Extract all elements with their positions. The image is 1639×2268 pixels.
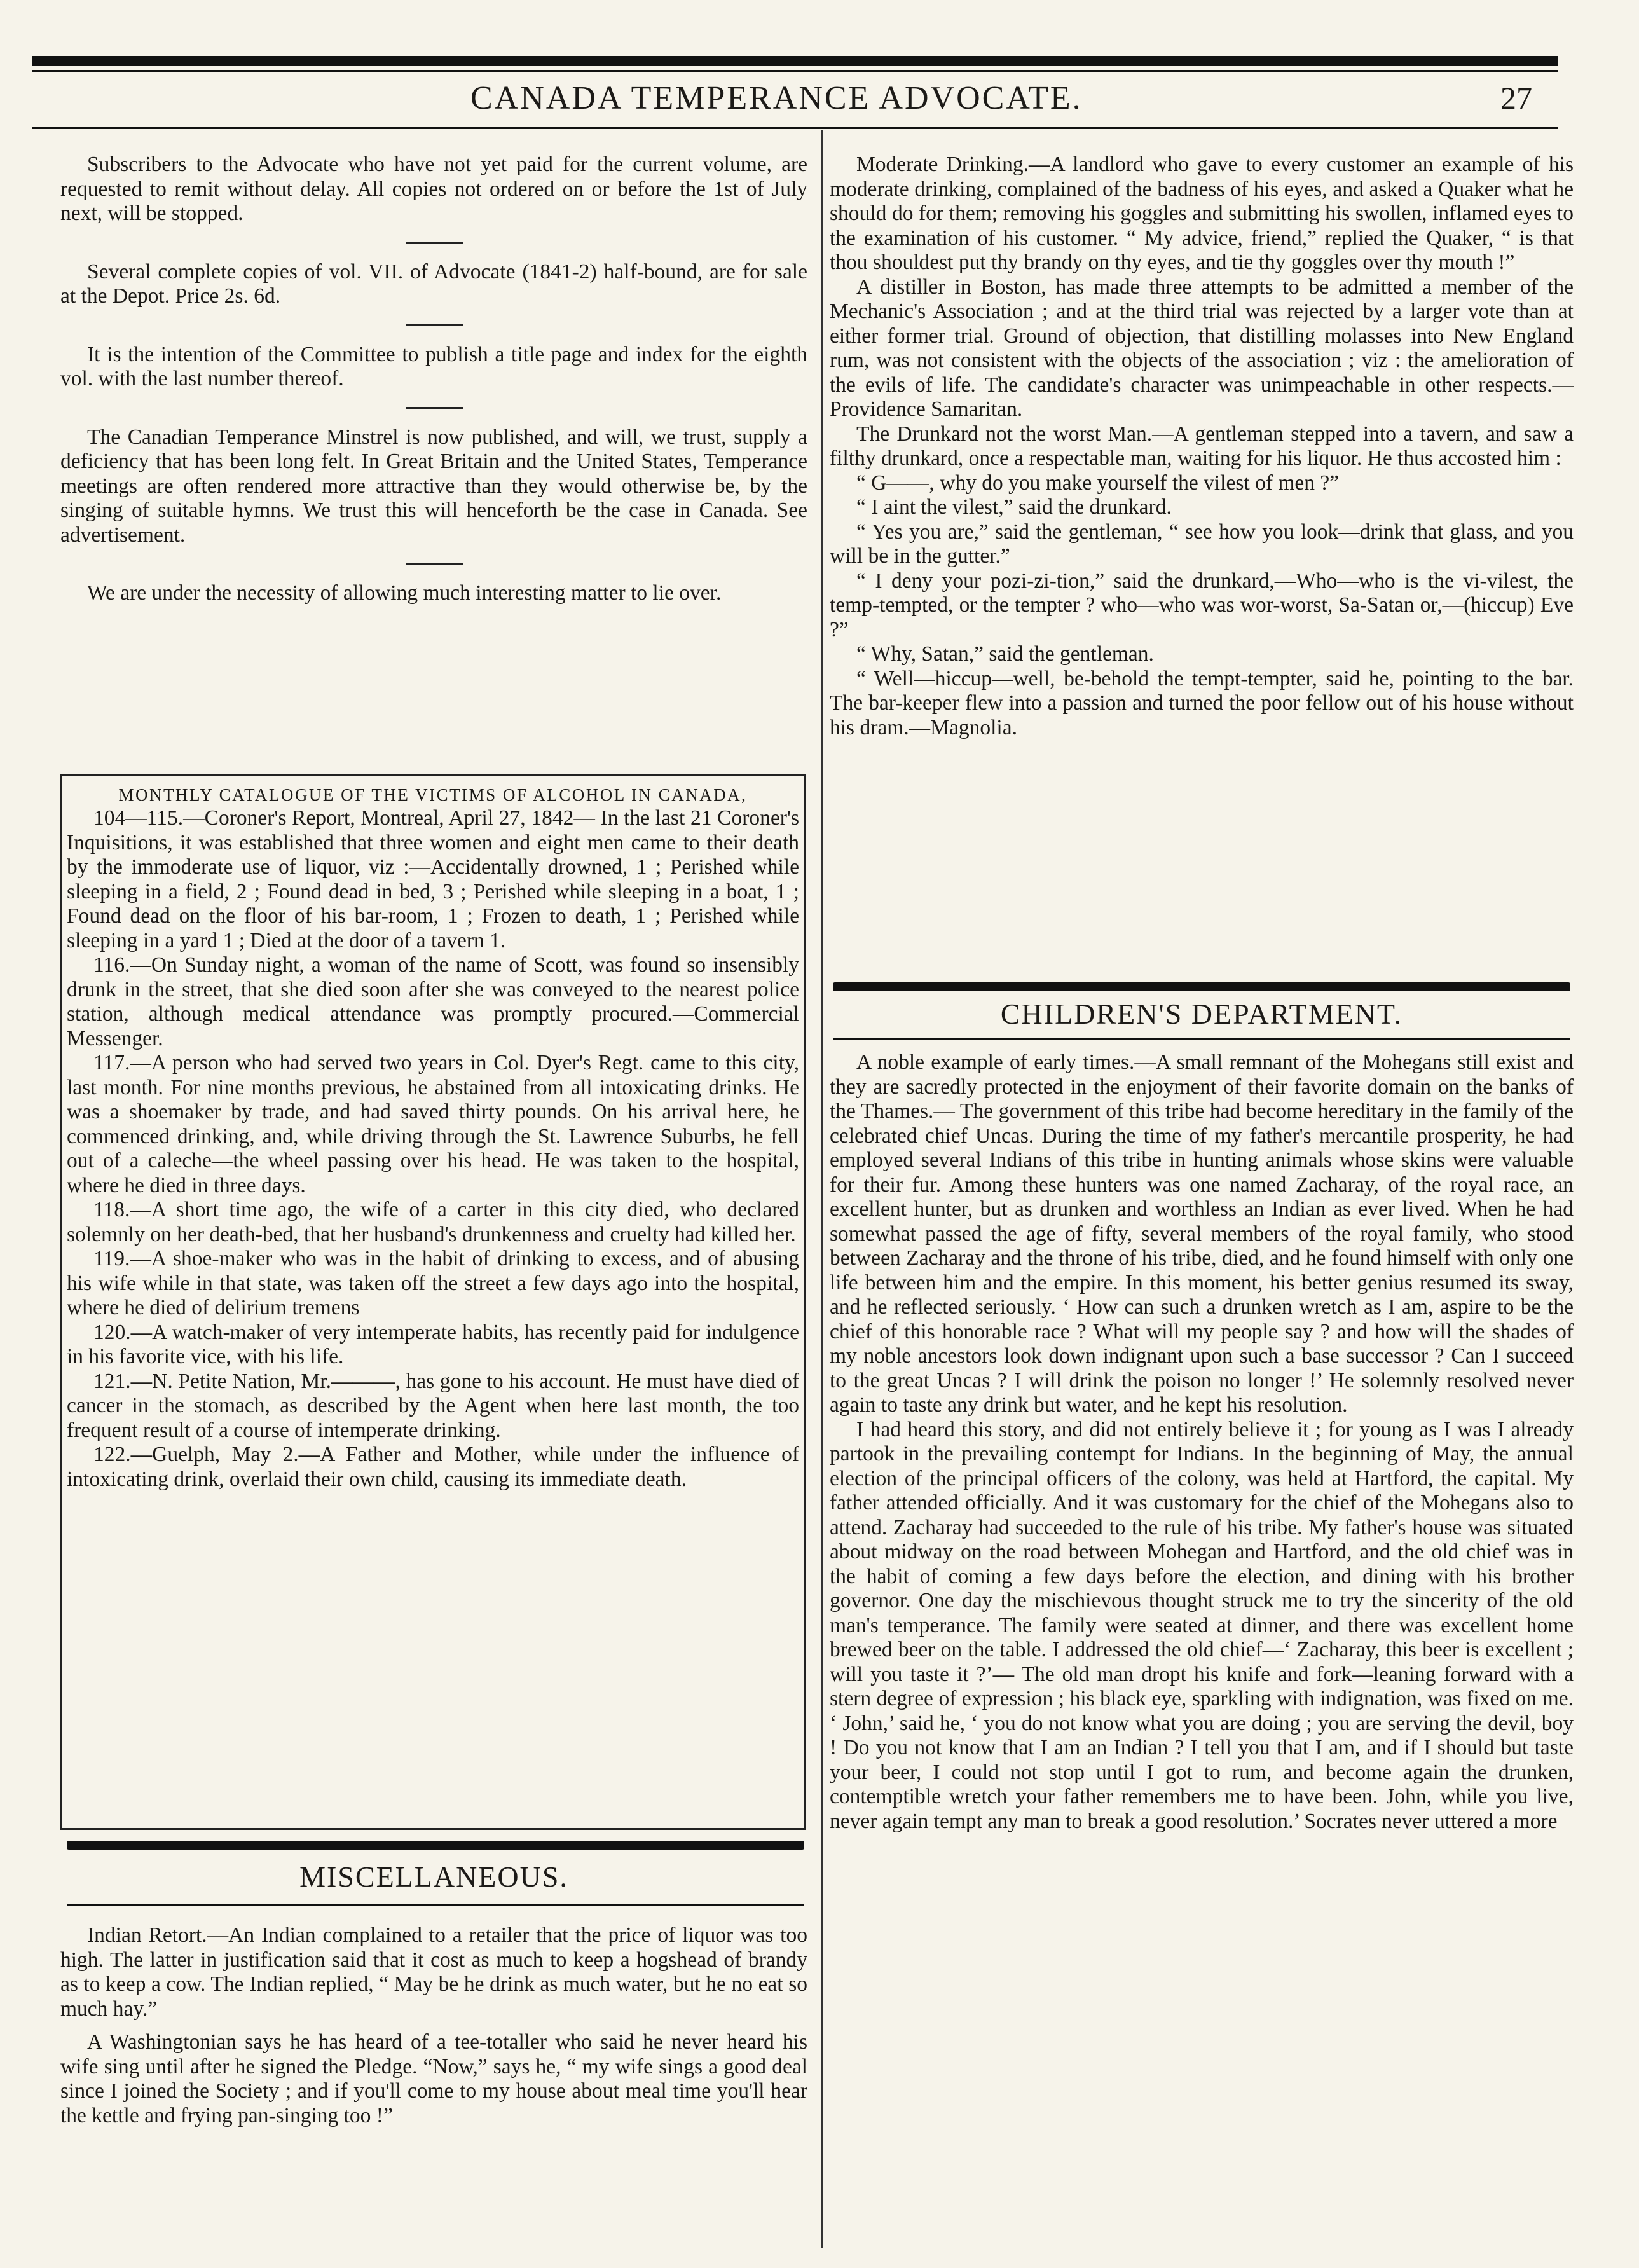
header-underline: [32, 127, 1558, 129]
miscellaneous-section: [60, 1923, 807, 2128]
childrens-story: A noble example of early times.—A small remnant of the Mohegans still exist and they are sacredly protected in the enjoyment of their favorite domain on the banks of the Thames.— The government of this tribe had become hereditary in the family of the celebrated chief Uncas. During the time of my father's mercantile prosperity, he had employed several Indians of this tribe in hunting animals whose skins were valuable for their fur. Among these hunters was one named Zacharay, of the royal race, an excellent hunter, but as drunken and worthless an Indian as ever lived. When he had somewhat passed the age of fifty, several members of the royal family, who stood between Zacharay and the throne of his tribe, died, and he found himself with only one life between him and the empire. In this moment, his better genius resumed its sway, and he reflected seriously. ‘ How can such a drunken wretch as I am, aspire to be the chief of this honorable race ? What will my people say ? and how will the shades of my noble ancestors look down indignant upon such a base successor ? Can I succeed to the great Uncas ? I will drink the poison no longer !’ He solemnly resolved never again to taste any drink but water, and he kept his resolution.: [830, 1050, 1574, 1417]
separator-rule: [406, 242, 463, 244]
moderate-drinking: Moderate Drinking.—A landlord who gave to every customer an example of his moderate drinking, complained of the badness of his eyes, and asked a Quaker what he should do for them; removing his goggles and submitting his swollen, inflamed eyes to the examination of his customer. “ My advice, friend,” replied the Quaker, “ is that thou shouldest put thy brandy on thy eyes, and tie thy goggles over thy mouth !”: [830, 153, 1574, 274]
dialogue-line: “ G——, why do you make yourself the vilest of men ?”: [856, 471, 1340, 495]
catalogue-entry: 121.—N. Petite Nation, Mr.———, has gone to his account. He must have died of cancer in the stomach, as described by the Agent when here last month, the too frequent result of a course of intemperate drinking.: [67, 1369, 799, 1442]
notice-lie-over: We are under the necessity of allowing much interesting matter to lie over.: [87, 581, 722, 605]
catalogue-heading: MONTHLY CATALOGUE OF THE VICTIMS OF ALCOHOL IN CANADA,: [118, 785, 748, 804]
misc-indian-retort: Indian Retort.—An Indian complained to a retailer that the price of liquor was too high. The latter in justification said that it cost as much to keep a hogshead of brandy as to keep a cow. The Indian replied, “ May be he drink as much water, but he no eat so much hay.”: [60, 1923, 807, 2021]
catalogue-entry: 119.—A shoe-maker who was in the habit of drinking to excess, and of abusing his wife while in that state, was taken off the street a few days ago into the hospital, where he died of delirium tremens: [67, 1247, 799, 1319]
separator-rule: [406, 324, 463, 326]
drunkard-not-worst: The Drunkard not the worst Man.—A gentleman stepped into a tavern, and saw a filthy drunkard, once a respectable man, waiting for his liquor. He thus accosted him :: [830, 422, 1574, 470]
dialogue-line: “ Yes you are,” said the gentleman, “ see how you look—drink that glass, and you will be in the gutter.”: [830, 519, 1574, 568]
misc-washingtonian: A Washingtonian says he has heard of a tee-totaller who said he never heard his wife sing until after he signed the Pledge. “Now,” says he, “ my wife sings a good deal since I joined the Society ; and if you'll come to my house about meal time you'll hear the kettle and frying pan-singing too !”: [60, 2030, 807, 2127]
catalogue-entry: 104—115.—Coroner's Report, Montreal, April 27, 1842— In the last 21 Coroner's Inquisitions, it was established that three women and eight men came to their death by the immoderate use of liquor, viz :—Accidentally drowned, 1 ; Perished while sleeping in a field, 2 ; Found dead in bed, 3 ; Perished while sleeping in a boat, 1 ; Found dead on the floor of his bar-room, 1 ; Frozen to death, 1 ; Perished while sleeping in a yard 1 ; Died at the door of a tavern 1.: [67, 806, 799, 952]
catalogue-entry: 117.—A person who had served two years in Col. Dyer's Regt. came to this city, last month. For nine months previous, he abstained from all intoxicating drinks. He was a shoemaker by trade, and had saved thirty pounds. On his arrival here, he commenced drinking, and, while driving through the St. Lawrence Suburbs, he fell out of a caleche—the wheel passing over his head. He was taken to the hospital, where he died in three days.: [67, 1051, 799, 1197]
separator-rule: [406, 407, 463, 409]
miscellaneous-heavy-rule: [67, 1841, 804, 1850]
page-number: 27: [1500, 80, 1532, 116]
childrens-story: I had heard this story, and did not entirely believe it ; for young as I was I already partook in the prevailing contempt for Indians. In the beginning of May, the annual election of the principal officers of the colony, was held at Hartford, the capital. My father attended officially. And it was customary for the chief of the Mohegans also to attend. Zacharay had succeeded to the rule of his tribe. My father's house was situated about midway on the road between Mohegan and Hartford, and the old chief was in the habit of coming a few days before the election, and dining with his brother governor. One day the mischievous thought struck me to try the sincerity of the old man's temperance. The family were seated at dinner, and there was excellent home brewed beer on the table. I addressed the old chief—‘ Zacharay, this beer is excellent ; will you taste it ?’— The old man dropt his knife and fork—leaning forward with a stern degree of expression ; his black eye, sparkling with indignation, was fixed on me. ‘ John,’ said he, ‘ you do not know what you are doing ; you are serving the devil, boy ! Do you not know that I am an Indian ? I tell you that I am, and if I should but taste your beer, I could not stop until I got to rum, and become again the drunken, contemptible wretch your father remembers me to have been. John, while you live, never again tempt any man to break a good resolution.’ Socrates never uttered a more: [830, 1417, 1574, 1833]
notice-minstrel: The Canadian Temperance Minstrel is now published, and will, we trust, supply a deficiency that has been long felt. In Great Britain and the United States, Temperance meetings are often rendered more attractive than they would otherwise be, by the singing of suitable hymns. We trust this will henceforth be the case in Canada. See advertisement.: [60, 425, 807, 547]
miscellaneous-underline: [67, 1904, 804, 1906]
right-misc-section: [830, 153, 1574, 740]
catalogue-entry: 120.—A watch-maker of very intemperate habits, has recently paid for indulgence in his favorite vice, with his life.: [67, 1320, 799, 1368]
miscellaneous-title: MISCELLANEOUS.: [299, 1860, 568, 1893]
notice-complete-copies: Several complete copies of vol. VII. of Advocate (1841-2) half-bound, are for sale at the Depot. Price 2s. 6d.: [60, 259, 807, 308]
catalogue-entry: 122.—Guelph, May 2.—A Father and Mother, while under the influence of intoxicating drink, overlaid their own child, causing its immediate death.: [67, 1443, 799, 1491]
top-heavy-rule: [32, 56, 1558, 66]
catalogue-entry: 116.—On Sunday night, a woman of the name of Scott, was found so insensibly drunk in the street, that she died soon after she was conveyed to the nearest police station, although medical attendance was promptly procured.—Commercial Messenger.: [67, 953, 799, 1050]
dialogue-line: “ Why, Satan,” said the gentleman.: [856, 642, 1154, 666]
catalogue-section: [67, 783, 799, 1492]
notices-section: [60, 153, 807, 606]
notice-subscribers: Subscribers to the Advocate who have not yet paid for the current volume, are requested to remit without delay. All copies not ordered on or before the 1st of July next, will be stopped.: [60, 153, 807, 225]
dialogue-line: “ Well—hiccup—well, be-behold the tempt-tempter, said he, pointing to the bar. The bar-keeper flew into a passion and turned the poor fellow out of his house without his dram.—Magnolia.: [830, 666, 1574, 739]
childrens-underline: [833, 1038, 1570, 1040]
childrens-title: CHILDREN'S DEPARTMENT.: [1000, 998, 1403, 1030]
childrens-section: [830, 1050, 1574, 1834]
top-thin-rule: [32, 70, 1558, 72]
childrens-heavy-rule: [833, 982, 1570, 991]
dialogue-line: “ I deny your pozi-zi-tion,” said the drunkard,—Who—who is the vi-vilest, the temp-tempted, or the tempter ? who—who was wor-worst, Sa-Satan or,—(hiccup) Eve ?”: [830, 568, 1574, 642]
boston-distiller: A distiller in Boston, has made three attempts to be admitted a member of the Mechanic's Association ; and at the third trial was rejected by a larger vote than at either former trial. Ground of objection, that distilling molasses into New England rum, was not consistent with the objects of the association ; viz : the amelioration of the evils of life. The candidate's character was unimpeachable in other respects.—Providence Samaritan.: [830, 275, 1574, 421]
dialogue-line: “ I aint the vilest,” said the drunkard.: [856, 495, 1172, 519]
column-divider: [821, 130, 823, 2248]
running-title: CANADA TEMPERANCE ADVOCATE.: [470, 80, 1083, 116]
notice-title-page: It is the intention of the Committee to publish a title page and index for the eighth vol. with the last number thereof.: [60, 342, 807, 390]
separator-rule: [406, 563, 463, 565]
catalogue-entry: 118.—A short time ago, the wife of a carter in this city died, who declared solemnly on her death-bed, that her husband's drunkenness and cruelty had killed her.: [67, 1198, 799, 1246]
